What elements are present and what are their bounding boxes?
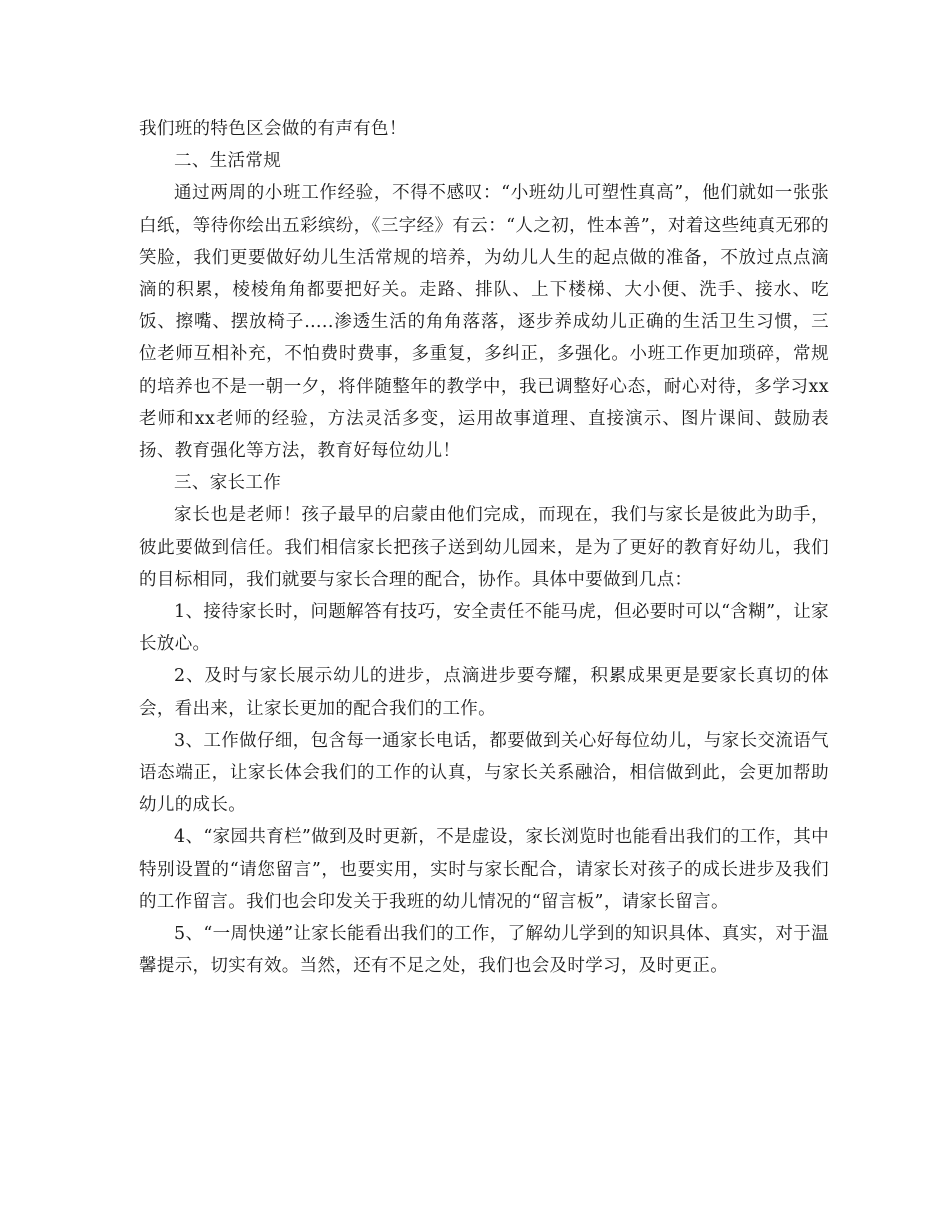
list-item-5: 5、“一周快递”让家长能看出我们的工作，了解幼儿学到的知识具体、真实，对于温馨提示，切实有效。当然，还有不足之处，我们也会及时学习，及时更正。 [139, 924, 829, 977]
list-item-4: 4、“家园共育栏”做到及时更新，不是虚设，家长浏览时也能看出我们的工作，其中特别设置的“请您留言”，也要实用，实时与家长配合，请家长对孩子的成长进步及我们的工作留言。我们也会印发关于我班的幼儿情况的“留言板”，请家长留言。 [139, 827, 829, 912]
paragraph-closing-line: 我们班的特色区会做的有声有色！ [139, 119, 407, 139]
list-item-1: 1、接待家长时，问题解答有技巧，安全责任不能马虎，但必要时可以“含糊”，让家长放心。 [139, 602, 829, 655]
list-item-2: 2、及时与家长展示幼儿的进步，点滴进步要夸耀，积累成果更是要家长真切的体会，看出来，让家长更加的配合我们的工作。 [139, 666, 829, 719]
paragraph-parent-work-intro: 家长也是老师！孩子最早的启蒙由他们完成，而现在，我们与家长是彼此为助手，彼此要做到信任。我们相信家长把孩子送到幼儿园来，是为了更好的教育好幼儿，我们的目标相同，我们就要与家长合理的配合，协作。具体中要做到几点： [139, 505, 829, 590]
list-item-3: 3、工作做仔细，包含每一通家长电话，都要做到关心好每位幼儿，与家长交流语气语态端正，让家长体会我们的工作的认真，与家长关系融洽，相信做到此，会更加帮助幼儿的成长。 [139, 730, 829, 816]
section-heading-parent-work: 三、家长工作 [174, 473, 282, 494]
paragraph-life-routine: 通过两周的小班工作经验，不得不感叹：“小班幼儿可塑性真高”，他们就如一张张白纸，等待你绘出五彩缤纷，《三字经》有云：“人之初，性本善”，对着这些纯真无邪的笑脸，我们更要做好幼儿生活常规的培养，为幼儿人生的起点做的准备，不放过点点滴滴的积累，棱棱角角都要把好关。走路、排队、上下楼梯、大小便、洗手、接水、吃饭、擦嘴、摆放椅子…..渗透生活的角角落落，逐步养成幼儿正确的生活卫生习惯，三位老师互相补充，不怕费时费事，多重复，多纠正，多强化。小班工作更加琐碎，常规的培养也不是一朝一夕，将伴随整年的教学中，我已调整好心态，耐心对待，多学习xx老师和xx老师的经验，方法灵活多变，运用故事道理、直接演示、图片课间、鼓励表扬、教育强化等方法，教育好每位幼儿！ [139, 183, 829, 462]
section-heading-life-routine: 二、生活常规 [174, 151, 282, 172]
document-body [139, 113, 829, 982]
